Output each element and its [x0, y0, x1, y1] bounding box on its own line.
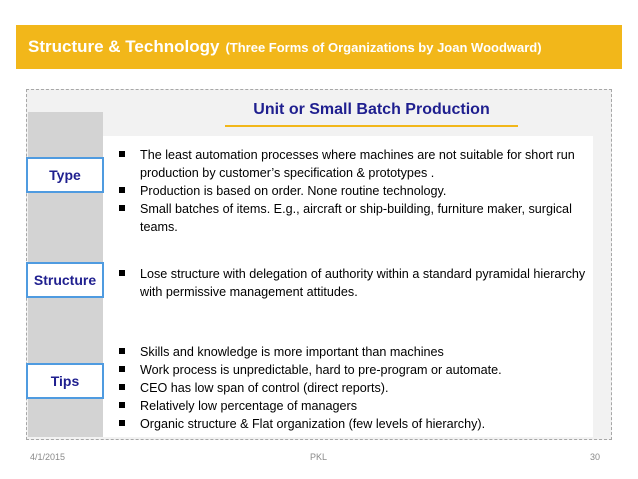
section-heading: Unit or Small Batch Production: [225, 96, 518, 127]
slide-title: Structure & Technology: [28, 37, 220, 56]
list-item: Production is based on order. None routine technology.: [118, 182, 593, 200]
footer-page-number: 30: [590, 452, 601, 462]
list-item: CEO has low span of control (direct reports).: [118, 379, 593, 397]
footer-author: PKL: [310, 452, 328, 462]
list-item: Work process is unpredictable, hard to pre-program or automate.: [118, 361, 593, 379]
footer-date: 4/1/2015: [30, 452, 66, 462]
tips-bullet-list: [118, 343, 593, 433]
list-item: Small batches of items. E.g., aircraft or ship-building, furniture maker, surgical teams.: [118, 200, 593, 236]
title-bar: [16, 25, 622, 69]
type-bullet-list: [118, 146, 593, 236]
label-tips: Tips: [26, 363, 104, 399]
list-item: Lose structure with delegation of authority within a standard pyramidal hierarchy with permissive management attitudes.: [118, 265, 593, 301]
list-item: Organic structure & Flat organization (few levels of hierarchy).: [118, 415, 593, 433]
list-item: The least automation processes where machines are not suitable for short run production by customer’s specification & prototypes .: [118, 146, 593, 182]
structure-bullet-list: [118, 265, 593, 301]
slide-subtitle: (Three Forms of Organizations by Joan Woodward): [225, 39, 542, 55]
list-item: Skills and knowledge is more important than machines: [118, 343, 593, 361]
label-type: Type: [26, 157, 104, 193]
label-structure: Structure: [26, 262, 104, 298]
list-item: Relatively low percentage of managers: [118, 397, 593, 415]
